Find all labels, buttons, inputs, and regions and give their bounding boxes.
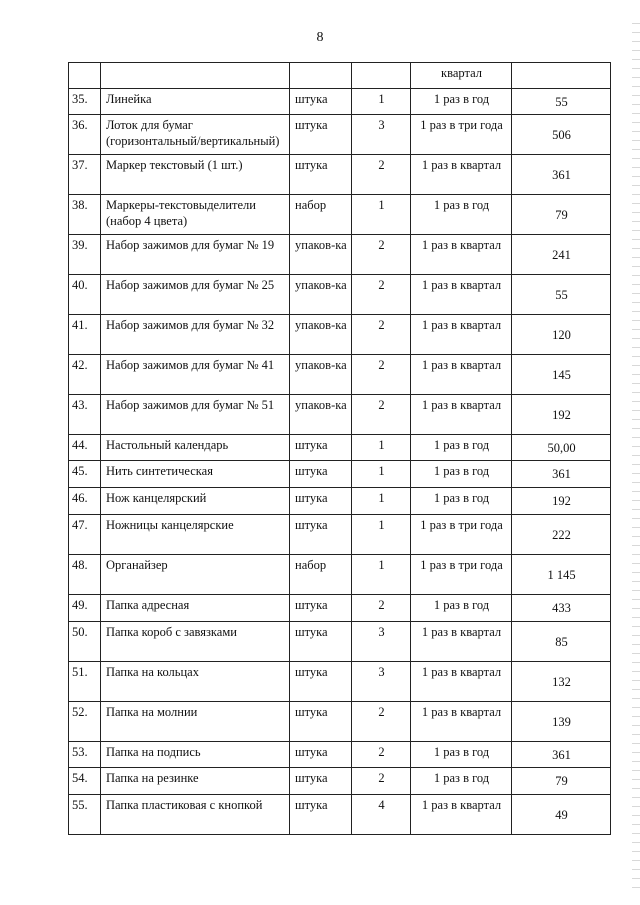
table-row [69, 395, 611, 435]
cell-price: 55 [512, 89, 611, 115]
cell-frequency: 1 раз в три года [411, 515, 512, 555]
cell-price [512, 63, 611, 89]
page-number: 8 [316, 30, 324, 45]
cell-price: 55 [512, 275, 611, 315]
cell-number: 54. [69, 768, 101, 795]
table-row [69, 435, 611, 461]
cell-name: Набор зажимов для бумаг № 19 [101, 235, 290, 275]
cell-price: 139 [512, 702, 611, 742]
table-row [69, 555, 611, 595]
cell-unit: набор [290, 195, 352, 235]
cell-number: 47. [69, 515, 101, 555]
cell-unit: штука [290, 595, 352, 622]
cell-number [69, 63, 101, 89]
cell-name: Папка короб с завязками [101, 622, 290, 662]
cell-number: 53. [69, 742, 101, 768]
cell-quantity: 2 [352, 275, 411, 315]
cell-name: Папка адресная [101, 595, 290, 622]
cell-quantity: 2 [352, 395, 411, 435]
cell-name: Настольный календарь [101, 435, 290, 461]
cell-quantity: 2 [352, 235, 411, 275]
cell-number: 43. [69, 395, 101, 435]
cell-unit: упаков-ка [290, 355, 352, 395]
table-row [69, 795, 611, 835]
cell-number: 39. [69, 235, 101, 275]
cell-unit: штука [290, 622, 352, 662]
cell-price: 361 [512, 155, 611, 195]
cell-name: Набор зажимов для бумаг № 51 [101, 395, 290, 435]
cell-number: 50. [69, 622, 101, 662]
table-row [69, 89, 611, 115]
table-row [69, 622, 611, 662]
cell-quantity: 2 [352, 768, 411, 795]
cell-name: Папка на кольцах [101, 662, 290, 702]
cell-unit: упаков-ка [290, 275, 352, 315]
cell-unit: штука [290, 702, 352, 742]
cell-price: 192 [512, 395, 611, 435]
table-row [69, 488, 611, 515]
cell-frequency: 1 раз в год [411, 742, 512, 768]
cell-price: 49 [512, 795, 611, 835]
cell-quantity: 1 [352, 555, 411, 595]
cell-unit: штука [290, 155, 352, 195]
cell-name: Папка на подпись [101, 742, 290, 768]
cell-frequency: 1 раз в квартал [411, 275, 512, 315]
cell-price: 145 [512, 355, 611, 395]
cell-name: Маркеры-текстовыделители (набор 4 цвета) [101, 195, 290, 235]
cell-price: 79 [512, 195, 611, 235]
cell-price: 222 [512, 515, 611, 555]
cell-unit [290, 63, 352, 89]
cell-quantity: 1 [352, 89, 411, 115]
cell-frequency: 1 раз в квартал [411, 155, 512, 195]
table-row [69, 595, 611, 622]
table-row [69, 115, 611, 155]
cell-frequency: 1 раз в год [411, 461, 512, 488]
cell-quantity: 1 [352, 435, 411, 461]
cell-number: 55. [69, 795, 101, 835]
table-row [69, 275, 611, 315]
cell-quantity: 2 [352, 595, 411, 622]
cell-name: Лоток для бумаг (горизонтальный/вертикальный) [101, 115, 290, 155]
cell-frequency: 1 раз в квартал [411, 235, 512, 275]
cell-price: 506 [512, 115, 611, 155]
cell-price: 361 [512, 461, 611, 488]
cell-price: 192 [512, 488, 611, 515]
cell-price: 79 [512, 768, 611, 795]
cell-unit: штука [290, 515, 352, 555]
cell-frequency: 1 раз в квартал [411, 795, 512, 835]
table-row [69, 742, 611, 768]
cell-price: 241 [512, 235, 611, 275]
cell-number: 41. [69, 315, 101, 355]
cell-price: 433 [512, 595, 611, 622]
cell-quantity: 3 [352, 115, 411, 155]
cell-quantity: 2 [352, 702, 411, 742]
cell-unit: штука [290, 795, 352, 835]
table-row [69, 702, 611, 742]
cell-number: 40. [69, 275, 101, 315]
cell-name: Папка пластиковая с кнопкой [101, 795, 290, 835]
cell-number: 35. [69, 89, 101, 115]
cell-number: 48. [69, 555, 101, 595]
cell-quantity: 2 [352, 155, 411, 195]
table-row [69, 768, 611, 795]
cell-frequency: 1 раз в год [411, 768, 512, 795]
scan-edge-noise [632, 20, 640, 890]
cell-unit: штука [290, 461, 352, 488]
cell-price: 120 [512, 315, 611, 355]
cell-name: Набор зажимов для бумаг № 25 [101, 275, 290, 315]
table-row [69, 195, 611, 235]
cell-quantity: 3 [352, 662, 411, 702]
cell-quantity: 2 [352, 355, 411, 395]
cell-frequency: 1 раз в квартал [411, 315, 512, 355]
supplies-table [68, 62, 611, 835]
cell-quantity: 1 [352, 461, 411, 488]
cell-name: Набор зажимов для бумаг № 41 [101, 355, 290, 395]
cell-frequency: 1 раз в год [411, 595, 512, 622]
cell-number: 46. [69, 488, 101, 515]
cell-unit: штука [290, 662, 352, 702]
cell-frequency: 1 раз в квартал [411, 702, 512, 742]
cell-frequency: 1 раз в год [411, 195, 512, 235]
cell-quantity: 1 [352, 515, 411, 555]
cell-quantity: 2 [352, 315, 411, 355]
cell-frequency: 1 раз в год [411, 435, 512, 461]
cell-name: Маркер текстовый (1 шт.) [101, 155, 290, 195]
cell-frequency: 1 раз в квартал [411, 355, 512, 395]
cell-number: 42. [69, 355, 101, 395]
cell-unit: штука [290, 768, 352, 795]
cell-frequency: 1 раз в квартал [411, 622, 512, 662]
cell-unit: упаков-ка [290, 395, 352, 435]
cell-number: 44. [69, 435, 101, 461]
cell-name [101, 63, 290, 89]
table-row [69, 315, 611, 355]
cell-price: 50,00 [512, 435, 611, 461]
cell-number: 51. [69, 662, 101, 702]
cell-frequency: 1 раз в год [411, 89, 512, 115]
cell-quantity: 1 [352, 488, 411, 515]
cell-number: 52. [69, 702, 101, 742]
cell-unit: штука [290, 435, 352, 461]
cell-price: 1 145 [512, 555, 611, 595]
cell-frequency: 1 раз в три года [411, 115, 512, 155]
cell-frequency: 1 раз в квартал [411, 662, 512, 702]
cell-quantity: 3 [352, 622, 411, 662]
table-body [69, 63, 611, 835]
cell-quantity: 1 [352, 195, 411, 235]
table-row [69, 461, 611, 488]
cell-frequency: 1 раз в квартал [411, 395, 512, 435]
cell-name: Нить синтетическая [101, 461, 290, 488]
cell-name: Ножницы канцелярские [101, 515, 290, 555]
cell-quantity: 4 [352, 795, 411, 835]
cell-unit: упаков-ка [290, 235, 352, 275]
cell-quantity: 2 [352, 742, 411, 768]
cell-number: 38. [69, 195, 101, 235]
cell-quantity [352, 63, 411, 89]
cell-unit: набор [290, 555, 352, 595]
cell-number: 45. [69, 461, 101, 488]
cell-name: Папка на резинке [101, 768, 290, 795]
cell-name: Органайзер [101, 555, 290, 595]
table-row [69, 662, 611, 702]
cell-number: 37. [69, 155, 101, 195]
continuation-row [69, 63, 611, 89]
table-row [69, 155, 611, 195]
cell-name: Папка на молнии [101, 702, 290, 742]
cell-unit: штука [290, 742, 352, 768]
cell-number: 36. [69, 115, 101, 155]
cell-frequency: 1 раз в год [411, 488, 512, 515]
cell-frequency: квартал [411, 63, 512, 89]
table-row [69, 235, 611, 275]
cell-price: 85 [512, 622, 611, 662]
cell-name: Набор зажимов для бумаг № 32 [101, 315, 290, 355]
cell-price: 132 [512, 662, 611, 702]
cell-name: Линейка [101, 89, 290, 115]
cell-number: 49. [69, 595, 101, 622]
cell-name: Нож канцелярский [101, 488, 290, 515]
cell-frequency: 1 раз в три года [411, 555, 512, 595]
cell-unit: упаков-ка [290, 315, 352, 355]
table-row [69, 355, 611, 395]
cell-unit: штука [290, 115, 352, 155]
cell-unit: штука [290, 488, 352, 515]
table-row [69, 515, 611, 555]
cell-price: 361 [512, 742, 611, 768]
cell-unit: штука [290, 89, 352, 115]
